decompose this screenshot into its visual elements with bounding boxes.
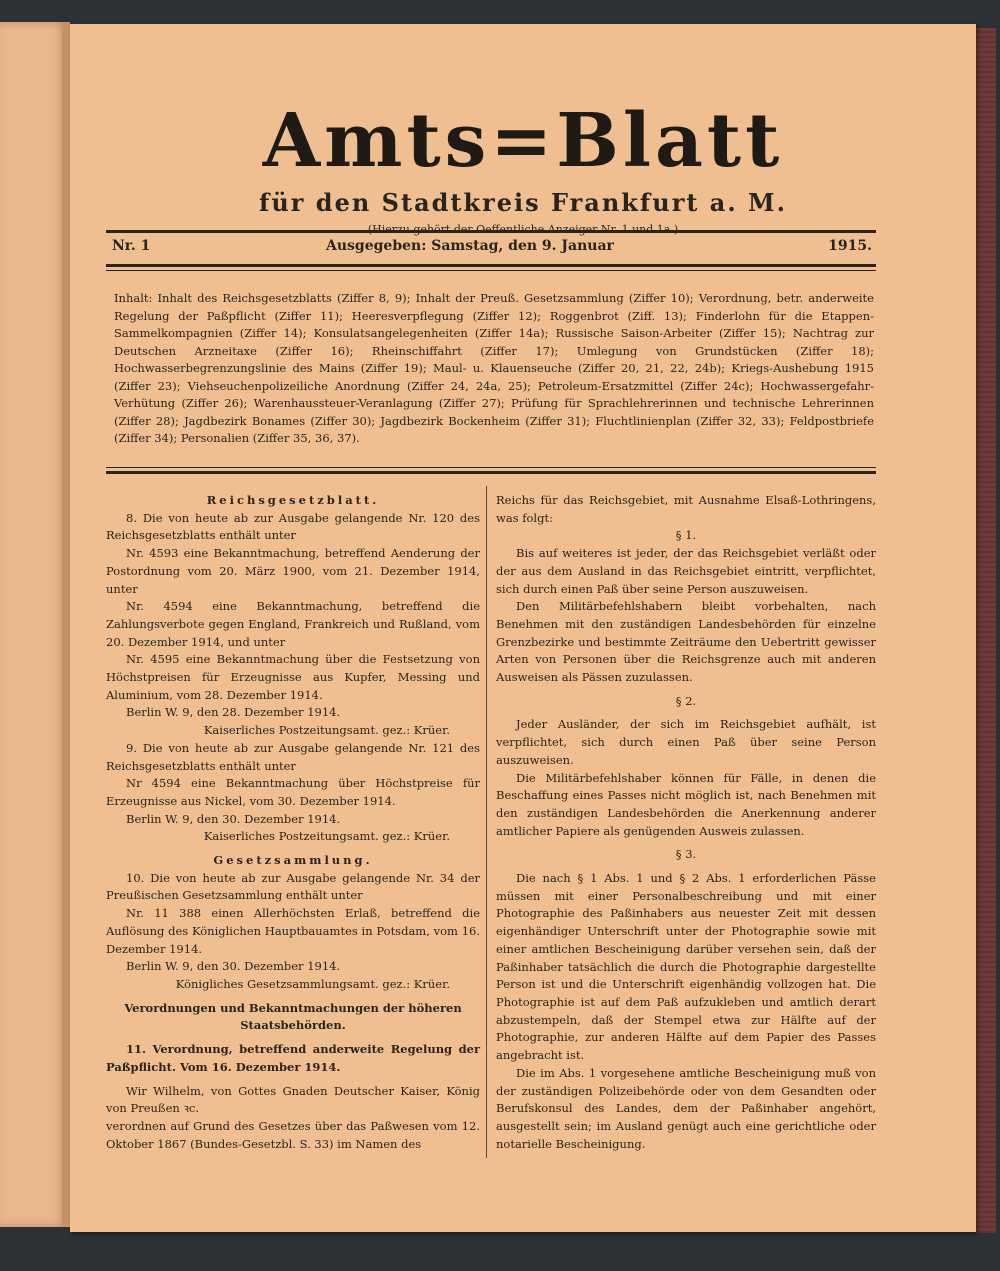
paragraph-11b: verordnen auf Grund des Gesetzes über das Paßwesen vom 12. Oktober 1867 (Bundes-Gesetzbl. S. 33) im Namen des bbox=[106, 1118, 480, 1151]
paragraph-10a: Nr. 11 388 einen Allerhöchsten Erlaß, betreffend die Auflösung des Königlichen Hauptbauamtes in Potsdam, vom 16. Dezember 1914. bbox=[106, 906, 480, 956]
paragraph-9: 9. Die von heute ab zur Ausgabe gelangende Nr. 121 des Reichsgesetzblatts enthält unter bbox=[106, 740, 480, 773]
book-cover-edge bbox=[976, 28, 996, 1233]
issue-year: 1915. bbox=[828, 238, 872, 254]
section-3-p1: Die nach § 1 Abs. 1 und § 2 Abs. 1 erforderlichen Pässe müssen mit einer Personalbeschreibung und mit einer Photographie des Paßinhabers aus neuester Zeit mit dessen eigenhändiger Unterschrift unter der Photographie sowie mit einer amtlichen Bescheinigung darüber versehen sein, daß der Paßinhaber tatsächlich die durch die Photographie dargestellte Person ist und die Unterschrift eigenhändig vollzogen hat. Die Photographie ist auf dem Paß aufzukleben und amtlich derart abzustempeln, daß der Stempel etwa zur Hälfte auf der Photographie, zur anderen Hälfte auf dem Papier des Passes angebracht ist. bbox=[496, 871, 876, 1063]
paragraph-8c: Nr. 4595 eine Bekanntmachung über die Festsetzung von Höchstpreisen für Erzeugnisse aus Kupfer, Messing und Aluminium, vom 28. Dezember 1914. bbox=[106, 652, 480, 702]
paragraph-8b: Nr. 4594 eine Bekanntmachung, betreffend die Zahlungsverbote gegen England, Frankreich und Rußland, vom 20. Dezember 1914, und unter bbox=[106, 599, 480, 649]
paragraph-10: 10. Die von heute ab zur Ausgabe gelangende Nr. 34 der Preußischen Gesetzsammlung enthält unter bbox=[106, 870, 480, 903]
rule-top bbox=[106, 230, 876, 233]
paragraph-9b: Berlin W. 9, den 30. Dezember 1914. bbox=[126, 811, 341, 826]
section-heading-gesetzsammlung: Gesetzsammlung. bbox=[213, 853, 373, 868]
section-3-heading: § 3. bbox=[675, 847, 697, 862]
masthead bbox=[70, 98, 976, 236]
section-heading-verordnungen: Verordnungen und Bekanntmachungen der höheren Staatsbehörden. bbox=[124, 1000, 462, 1033]
right-column bbox=[496, 492, 876, 1153]
section-2-p2: Die Militärbefehlshaber können für Fälle, in denen die Beschaffung eines Passes nicht möglich ist, nach Benehmen mit den zuständigen Landesbehörden die Anerkennung anderer amtlicher Papiere als genügenden Ausweis zulassen. bbox=[496, 770, 876, 838]
book-spine bbox=[0, 22, 70, 1227]
paragraph-9a: Nr 4594 eine Bekanntmachung über Höchstpreise für Erzeugnisse aus Nickel, vom 30. Dezember 1914. bbox=[106, 776, 480, 808]
issue-line bbox=[112, 238, 872, 260]
paragraph-intro: Reichs für das Reichsgebiet, mit Ausnahme Elsaß-Lothringens, was folgt: bbox=[496, 493, 876, 525]
issue-number: Nr. 1 bbox=[112, 238, 151, 254]
signature-9: Kaiserliches Postzeitungsamt. gez.: Krüer. bbox=[203, 829, 450, 844]
rule-toc-bottom bbox=[106, 471, 876, 474]
signature-8: Kaiserliches Postzeitungsamt. gez.: Krüer. bbox=[203, 723, 450, 738]
section-2-p1: Jeder Ausländer, der sich im Reichsgebiet aufhält, ist verpflichtet, sich durch einen Paß über seine Person auszuweisen. bbox=[496, 717, 876, 767]
paragraph-8d: Berlin W. 9, den 28. Dezember 1914. bbox=[126, 705, 341, 720]
section-heading-reichsgesetzblatt: Reichsgesetzblatt. bbox=[206, 493, 380, 507]
issue-date: Ausgegeben: Samstag, den 9. Januar bbox=[326, 238, 614, 254]
paragraph-11-heading: 11. Verordnung, betreffend anderweite Regelung der Paßpflicht. Vom 16. Dezember 1914. bbox=[106, 1042, 480, 1074]
section-1-p1: Bis auf weiteres ist jeder, der das Reichsgebiet verläßt oder der aus dem Ausland in das Reichsgebiet eintritt, verpflichtet, sich durch einen Paß über seine Person auszuweisen. bbox=[496, 546, 876, 596]
section-1-p2: Den Militärbefehlshabern bleibt vorbehalten, nach Benehmen mit den zuständigen Landesbehörden für einzelne Grenzbezirke und bestimmte Zeiträume den Uebertritt gewisser Arten von Personen über die Reichsgrenze auch mit anderen Ausweisen als Pässen zuzulassen. bbox=[496, 599, 876, 685]
left-column bbox=[106, 492, 480, 1153]
paragraph-11a: Wir Wilhelm, von Gottes Gnaden Deutscher Kaiser, König von Preußen ꝛc. bbox=[106, 1083, 480, 1116]
column-divider bbox=[486, 486, 487, 1158]
rule-middle bbox=[106, 264, 876, 267]
table-of-contents: Inhalt: Inhalt des Reichsgesetzblatts (Ziffer 8, 9); Inhalt der Preuß. Gesetzsammlung (Ziffer 10); Verordnung, betr. anderweite Regelung der Paßpflicht (Ziffer 11); Heeresverpflegung (Ziffer 12); Roggenbrot (Ziff. 13); Finderlohn für die Etappen-Sammelkompagnien (Ziffer 14); Konsulatsangelegenheiten (Ziffer 14a); Russische Saison-Arbeiter (Ziffer 15); Nachtrag zur Deutschen Arzneitaxe (Ziffer 16); Rheinschiffahrt (Ziffer 17); Umlegung von Grundstücken (Ziffer 18); Hochwasserbegrenzungslinie des Mains (Ziffer 19); Maul- u. Klauenseuche (Ziffer 20, 21, 22, 24b); Kriegs-Aushebung 1915 (Ziffer 23); Viehseuchenpolizeiliche Anordnung (Ziffer 24, 24a, 25); Petroleum-Ersatzmittel (Ziffer 24c); Hochwassergefahr-Verhütung (Ziffer 26); Warenhaussteuer-Veranlagung (Ziffer 27); Prüfung für Sprachlehrerinnen und technische Lehrerinnen (Ziffer 28); Jagdbezirk Bonames (Ziffer 30); Jagdbezirk Bockenheim (Ziffer 31); Fluchtlinienplan (Ziffer 32, 33); Feldpostbriefe (Ziffer 34); Personalien (Ziffer 35, 36, 37). bbox=[114, 291, 874, 445]
paragraph-8: 8. Die von heute ab zur Ausgabe gelangende Nr. 120 des Reichsgesetzblatts enthält unter bbox=[106, 510, 480, 543]
paragraph-10b: Berlin W. 9, den 30. Dezember 1914. bbox=[126, 959, 341, 974]
paragraph-8a: Nr. 4593 eine Bekanntmachung, betreffend Aenderung der Postordnung vom 20. März 1900, vom 21. Dezember 1914, unter bbox=[106, 546, 480, 596]
page-subtitle: für den Stadtkreis Frankfurt a. M. bbox=[259, 188, 787, 217]
rule-middle-thin bbox=[106, 270, 876, 271]
spine-edge bbox=[62, 22, 70, 1227]
signature-10: Königliches Gesetzsammlungsamt. gez.: Krüer. bbox=[175, 976, 450, 991]
page-title: Amts=Blatt bbox=[262, 98, 784, 184]
newspaper-page bbox=[70, 24, 976, 1232]
section-1-heading: § 1. bbox=[675, 528, 697, 543]
section-2-heading: § 2. bbox=[675, 693, 697, 708]
rule-toc-top bbox=[106, 467, 876, 468]
section-3-p2: Die im Abs. 1 vorgesehene amtliche Bescheinigung muß von der zuständigen Polizeibehörde oder von dem Gesandten oder Berufskonsul des Landes, dem der Paßinhaber angehört, ausgestellt sein; im Ausland genügt auch eine gerichtliche oder notarielle Bescheinigung. bbox=[496, 1065, 876, 1151]
